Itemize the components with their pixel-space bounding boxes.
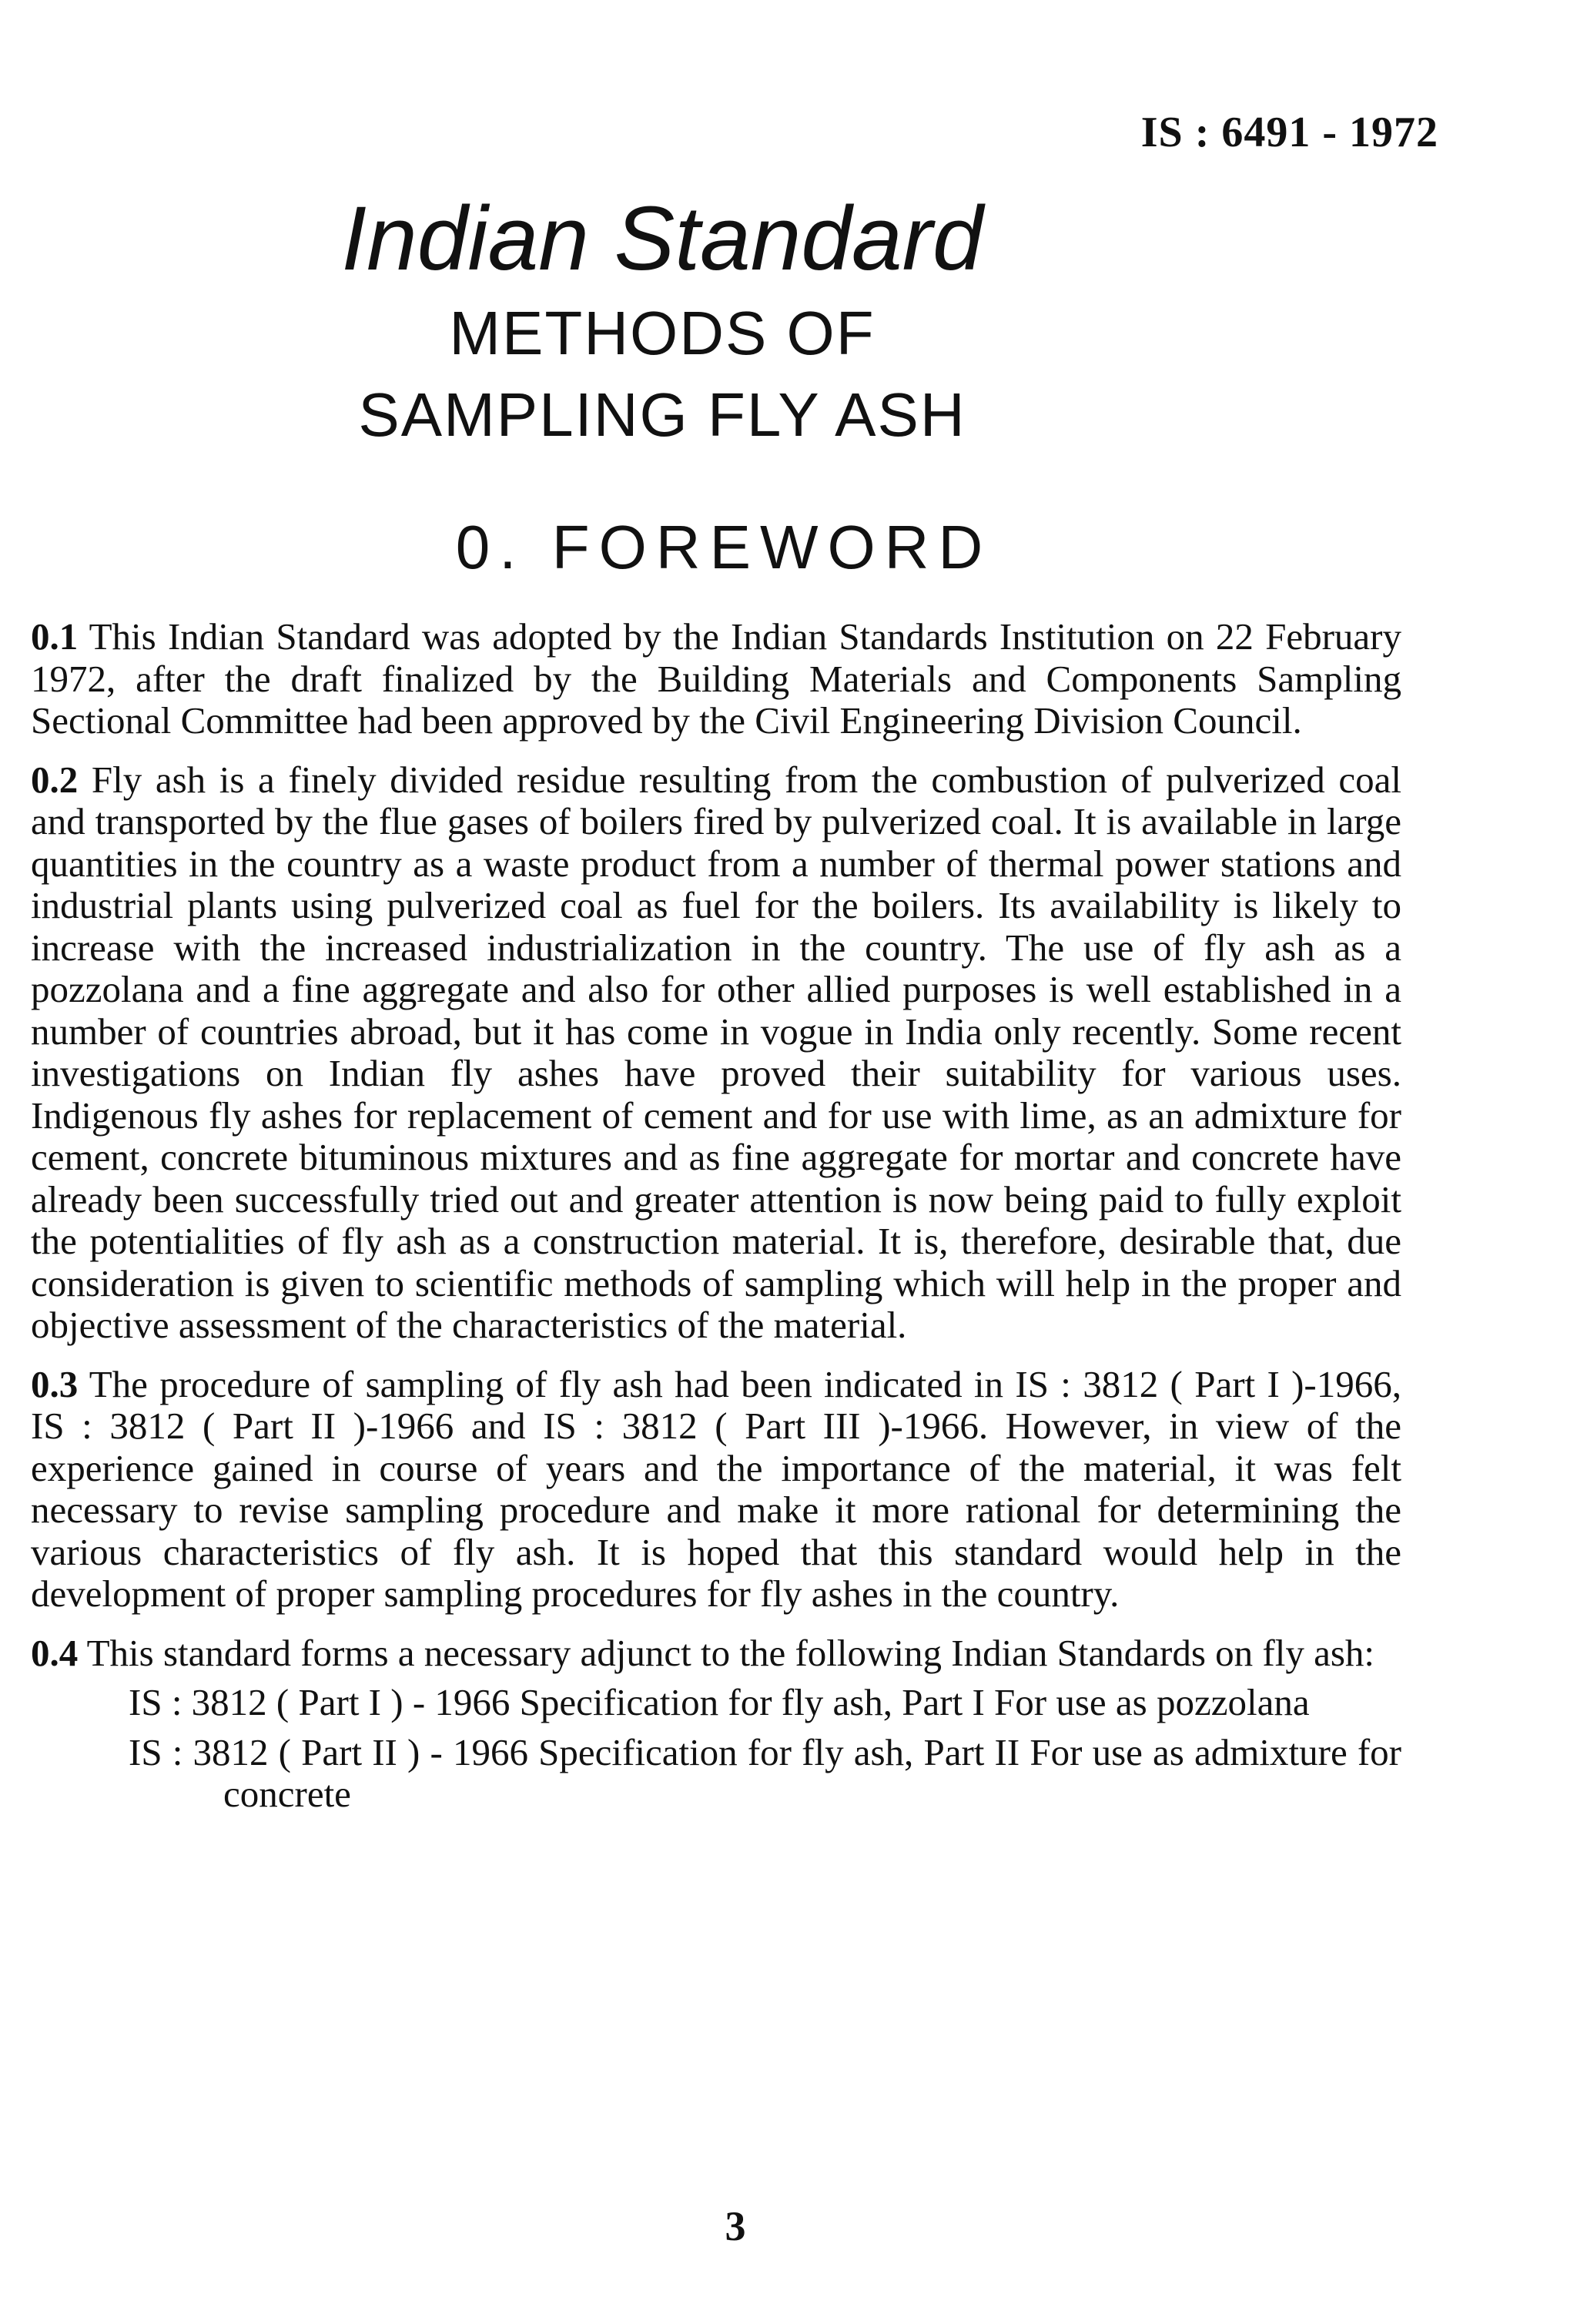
paragraph-0-4 bbox=[31, 1632, 1401, 1675]
paragraph-text: The procedure of sampling of fly ash had been indicated in IS : 3812 ( Part I )-1966, IS : 3812 ( Part II )-1966 and IS : 3812 ( Part III )-1966. However, in view of the experience gained in course of years and the importance of the material, it was felt necessary to revise sampling procedure and make it more rational for determining the various characteristics of fly ash. It is hoped that this standard would help in the development of proper sampling procedures for fly ashes in the country. bbox=[31, 1362, 1401, 1615]
paragraph-0-3 bbox=[31, 1364, 1401, 1616]
document-subtitle-line-2: SAMPLING FLY ASH bbox=[358, 380, 966, 449]
clause-number: 0.2 bbox=[31, 758, 79, 801]
clause-number: 0.3 bbox=[31, 1362, 79, 1405]
foreword-heading: 0. FOREWORD bbox=[455, 513, 993, 581]
paragraph-0-2 bbox=[31, 759, 1401, 1347]
clause-number: 0.1 bbox=[31, 615, 79, 658]
page-number: 3 bbox=[725, 2203, 746, 2249]
document-subtitle-line-1: METHODS OF bbox=[449, 299, 876, 367]
paragraph-text: This Indian Standard was adopted by the Indian Standards Institution on 22 February 1972, after the draft finalized by the Building Materials and Components Sampling Sectional Committee had been approved by the Civil Engineering Division Council. bbox=[31, 615, 1401, 742]
reference-item: IS : 3812 ( Part I ) - 1966 Specification for fly ash, Part I For use as pozzolana bbox=[129, 1681, 1310, 1723]
paragraph-text: Fly ash is a finely divided residue resulting from the combustion of pulverized coal and transported by the flue gases of boilers fired by pulverized coal. It is available in large quantities in the country as a waste product from a number of thermal power stations and industrial plants using pulverized coal as fuel for the boilers. Its availability is likely to increase with the increased industrialization in the country. The use of fly ash as a pozzolana and a fine aggregate and also for other allied purposes is well established in a number of countries abroad, but it has come in vogue in India only recently. Some recent investigations on Indian fly ashes have proved their suitability for various uses. Indigenous fly ashes for replacement of cement and for use with lime, as an admixture for cement, concrete bituminous mixtures and as fine aggregate for mortar and concrete have already been successfully tried out and greater attention is now being paid to fully exploit the potentialities of fly ash as a construction material. It is, therefore, desirable that, due consideration is given to scientific methods of sampling which will help in the proper and objective assessment of the characteristics of the material. bbox=[31, 758, 1401, 1346]
standard-number: IS : 6491 - 1972 bbox=[1140, 109, 1438, 156]
title-block bbox=[0, 185, 1324, 456]
clause-number: 0.4 bbox=[31, 1631, 79, 1674]
paragraph-text: This standard forms a necessary adjunct to the following Indian Standards on fly ash: bbox=[86, 1631, 1375, 1674]
paragraph-0-1 bbox=[31, 616, 1401, 742]
document-title: Indian Standard bbox=[341, 188, 983, 290]
reference-item: IS : 3812 ( Part II ) - 1966 Specification for fly ash, Part II For use as admixture for concrete bbox=[129, 1730, 1401, 1815]
foreword-body bbox=[31, 616, 1401, 1816]
